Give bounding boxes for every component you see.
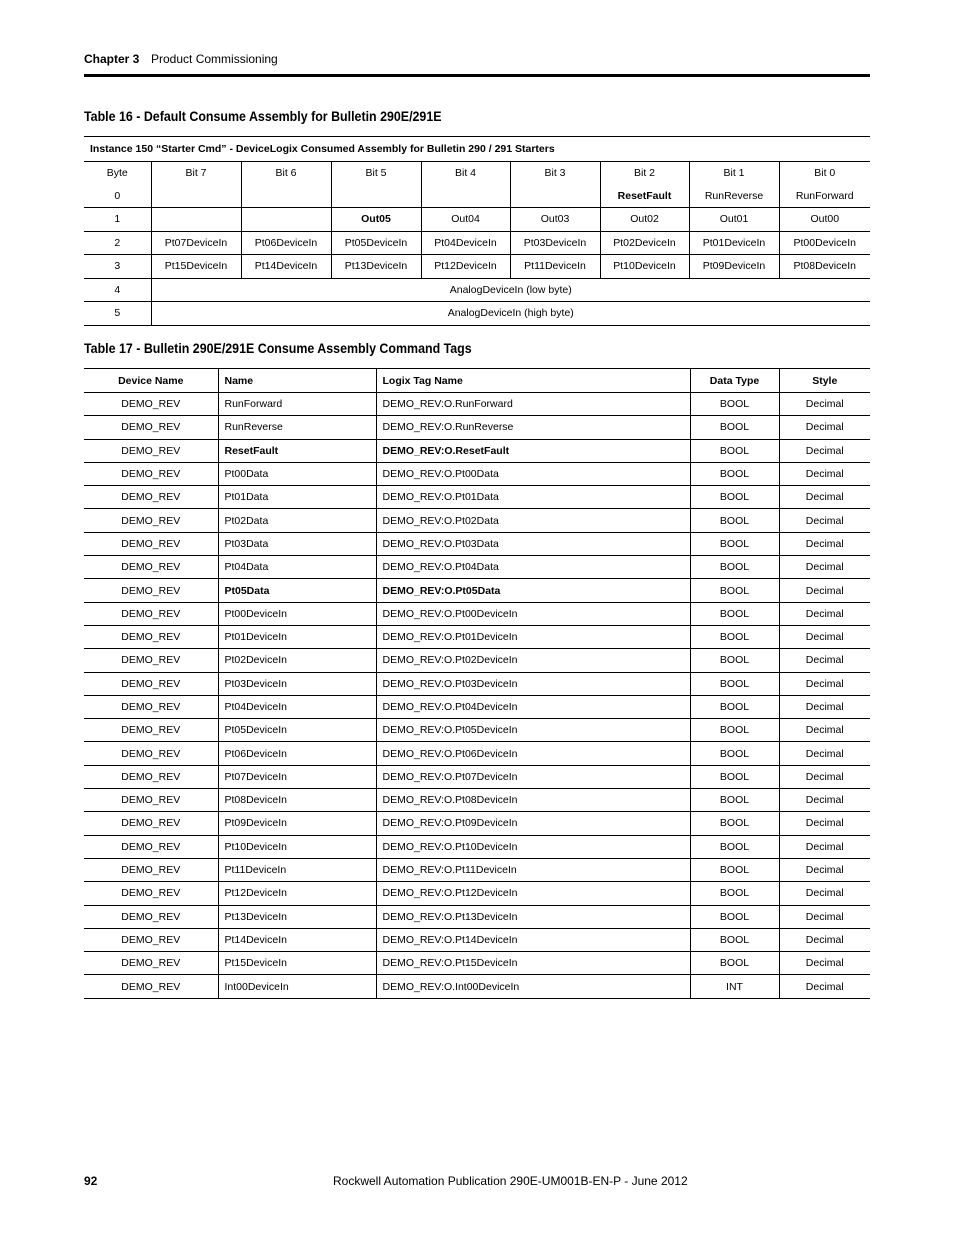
device-name-cell: DEMO_REV bbox=[84, 695, 218, 718]
table17 bbox=[84, 368, 870, 999]
device-name-cell: DEMO_REV bbox=[84, 719, 218, 742]
column-header: Bit 5 bbox=[331, 162, 421, 185]
device-name-cell: DEMO_REV bbox=[121, 980, 181, 993]
bit-cell: Pt00DeviceIn bbox=[779, 231, 870, 255]
name-cell: Pt11DeviceIn bbox=[218, 858, 376, 881]
column-header: Bit 1 bbox=[689, 162, 779, 185]
logix-tag-cell: DEMO_REV:O.Pt08DeviceIn bbox=[376, 789, 690, 812]
data-type-cell: BOOL bbox=[690, 742, 779, 765]
bit-cell: Pt12DeviceIn bbox=[421, 255, 510, 279]
table-row bbox=[84, 952, 870, 975]
table16-header-row bbox=[84, 162, 870, 185]
style-cell: Decimal bbox=[779, 789, 870, 812]
table-row bbox=[84, 532, 870, 555]
device-name-cell: DEMO_REV bbox=[84, 439, 218, 462]
device-name-cell: DEMO_REV bbox=[84, 789, 218, 812]
device-name-cell: DEMO_REV bbox=[84, 952, 218, 975]
style-cell: Decimal bbox=[779, 765, 870, 788]
table-row bbox=[84, 278, 870, 302]
device-name-cell: DEMO_REV bbox=[84, 556, 218, 579]
name-cell: Pt04DeviceIn bbox=[218, 695, 376, 718]
data-type-cell: BOOL bbox=[690, 509, 779, 532]
device-name-cell: DEMO_REV bbox=[84, 602, 218, 625]
style-cell: Decimal bbox=[779, 462, 870, 485]
column-header: Byte bbox=[106, 167, 128, 180]
style-cell: Decimal bbox=[779, 416, 870, 439]
bit-cell bbox=[421, 185, 510, 208]
logix-tag-cell: DEMO_REV:O.Pt12DeviceIn bbox=[376, 882, 690, 905]
table-row bbox=[84, 556, 870, 579]
byte-cell: 4 bbox=[84, 278, 151, 302]
data-type-cell: BOOL bbox=[690, 602, 779, 625]
byte-cell: 0 bbox=[84, 185, 151, 208]
table17-caption: Table 17 - Bulletin 290E/291E Consume Assembly Command Tags bbox=[84, 341, 472, 356]
device-name-cell: DEMO_REV bbox=[84, 532, 218, 555]
bit-cell: Pt04DeviceIn bbox=[421, 231, 510, 255]
bit-cell: Pt05DeviceIn bbox=[331, 231, 421, 255]
table-row bbox=[84, 231, 870, 255]
span-cell: AnalogDeviceIn (low byte) bbox=[151, 278, 870, 302]
table-row bbox=[84, 649, 870, 672]
device-name-cell: DEMO_REV bbox=[84, 486, 218, 509]
device-name-cell: DEMO_REV bbox=[84, 672, 218, 695]
data-type-cell: BOOL bbox=[690, 486, 779, 509]
device-name-cell: DEMO_REV bbox=[84, 462, 218, 485]
table-row bbox=[84, 439, 870, 462]
name-cell: Pt00DeviceIn bbox=[218, 602, 376, 625]
device-name-cell: DEMO_REV bbox=[84, 579, 218, 602]
name-cell: Pt05Data bbox=[218, 579, 376, 602]
data-type-cell: BOOL bbox=[690, 625, 779, 648]
span-cell: AnalogDeviceIn (high byte) bbox=[151, 302, 870, 326]
data-type-cell: BOOL bbox=[690, 439, 779, 462]
logix-tag-cell: DEMO_REV:O.Pt05DeviceIn bbox=[376, 719, 690, 742]
publication-info: Rockwell Automation Publication 290E-UM001B-EN-P - June 2012 bbox=[333, 1174, 688, 1188]
column-header: Bit 6 bbox=[241, 162, 331, 185]
logix-tag-cell: DEMO_REV:O.Pt11DeviceIn bbox=[376, 858, 690, 881]
name-cell: Pt07DeviceIn bbox=[218, 765, 376, 788]
bit-cell: Pt03DeviceIn bbox=[510, 231, 600, 255]
style-cell: Decimal bbox=[779, 975, 870, 998]
data-type-cell: BOOL bbox=[690, 672, 779, 695]
style-cell: Decimal bbox=[779, 625, 870, 648]
header-rule bbox=[84, 74, 870, 77]
data-type-cell: BOOL bbox=[690, 532, 779, 555]
logix-tag-cell: DEMO_REV:O.Pt13DeviceIn bbox=[376, 905, 690, 928]
name-cell: Pt14DeviceIn bbox=[218, 928, 376, 951]
table-row bbox=[84, 719, 870, 742]
bit-cell: Out04 bbox=[421, 208, 510, 232]
column-header: Logix Tag Name bbox=[376, 369, 690, 393]
device-name-cell: DEMO_REV bbox=[84, 649, 218, 672]
bit-cell: Out03 bbox=[510, 208, 600, 232]
style-cell: Decimal bbox=[779, 952, 870, 975]
style-cell: Decimal bbox=[779, 509, 870, 532]
name-cell: Pt02DeviceIn bbox=[218, 649, 376, 672]
logix-tag-cell: DEMO_REV:O.Pt01Data bbox=[376, 486, 690, 509]
column-header: Style bbox=[779, 369, 870, 393]
data-type-cell: BOOL bbox=[690, 416, 779, 439]
style-cell: Decimal bbox=[779, 439, 870, 462]
section-title: Product Commissioning bbox=[151, 52, 278, 66]
style-cell: Decimal bbox=[779, 905, 870, 928]
data-type-cell: BOOL bbox=[690, 393, 779, 416]
table-row bbox=[84, 255, 870, 279]
bit-cell: Pt02DeviceIn bbox=[600, 231, 689, 255]
data-type-cell: BOOL bbox=[690, 649, 779, 672]
table-row bbox=[84, 509, 870, 532]
bit-cell: Out01 bbox=[689, 208, 779, 232]
instance-title: Instance 150 “Starter Cmd” - DeviceLogix Consumed Assembly for Bulletin 290 / 291 Starters bbox=[84, 137, 870, 162]
style-cell: Decimal bbox=[779, 486, 870, 509]
table-row bbox=[84, 579, 870, 602]
style-cell: Decimal bbox=[779, 602, 870, 625]
table-row bbox=[84, 742, 870, 765]
data-type-cell: BOOL bbox=[690, 835, 779, 858]
device-name-cell: DEMO_REV bbox=[84, 812, 218, 835]
logix-tag-cell: DEMO_REV:O.Pt14DeviceIn bbox=[376, 928, 690, 951]
style-cell: Decimal bbox=[779, 928, 870, 951]
device-name-cell: DEMO_REV bbox=[84, 509, 218, 532]
table-row bbox=[84, 905, 870, 928]
logix-tag-cell: DEMO_REV:O.Pt01DeviceIn bbox=[376, 625, 690, 648]
name-cell: Pt09DeviceIn bbox=[218, 812, 376, 835]
style-cell: Decimal bbox=[779, 532, 870, 555]
logix-tag-cell: DEMO_REV:O.Pt02Data bbox=[376, 509, 690, 532]
device-name-cell: DEMO_REV bbox=[84, 835, 218, 858]
logix-tag-cell: DEMO_REV:O.RunReverse bbox=[376, 416, 690, 439]
table-row bbox=[84, 625, 870, 648]
data-type-cell: BOOL bbox=[690, 928, 779, 951]
table-row bbox=[84, 462, 870, 485]
data-type-cell: BOOL bbox=[690, 556, 779, 579]
logix-tag-cell: DEMO_REV:O.Pt10DeviceIn bbox=[376, 835, 690, 858]
device-name-cell: DEMO_REV bbox=[84, 882, 218, 905]
column-header: Bit 3 bbox=[510, 162, 600, 185]
name-cell: Pt04Data bbox=[218, 556, 376, 579]
bit-cell bbox=[241, 208, 331, 232]
bit-cell: Pt13DeviceIn bbox=[331, 255, 421, 279]
style-cell: Decimal bbox=[779, 742, 870, 765]
data-type-cell: BOOL bbox=[690, 882, 779, 905]
name-cell: Pt05DeviceIn bbox=[218, 719, 376, 742]
name-cell: Pt15DeviceIn bbox=[218, 952, 376, 975]
bit-cell: Out05 bbox=[331, 208, 421, 232]
data-type-cell: BOOL bbox=[690, 905, 779, 928]
bit-cell: Pt06DeviceIn bbox=[241, 231, 331, 255]
table16 bbox=[84, 136, 870, 326]
table-row bbox=[84, 416, 870, 439]
logix-tag-cell: DEMO_REV:O.Pt15DeviceIn bbox=[376, 952, 690, 975]
name-cell: Pt01DeviceIn bbox=[218, 625, 376, 648]
device-name-cell: DEMO_REV bbox=[84, 625, 218, 648]
column-header: Data Type bbox=[690, 369, 779, 393]
table-row bbox=[84, 208, 870, 232]
data-type-cell: BOOL bbox=[690, 952, 779, 975]
style-cell: Decimal bbox=[779, 719, 870, 742]
table-row bbox=[84, 486, 870, 509]
table-row bbox=[84, 858, 870, 881]
page-header bbox=[84, 52, 278, 66]
bit-cell bbox=[331, 185, 421, 208]
style-cell: Decimal bbox=[779, 672, 870, 695]
table17-header-row bbox=[84, 369, 870, 393]
bit-cell: Out00 bbox=[779, 208, 870, 232]
table-row bbox=[84, 789, 870, 812]
bit-cell: Pt01DeviceIn bbox=[689, 231, 779, 255]
style-cell: Decimal bbox=[779, 882, 870, 905]
device-name-cell: DEMO_REV bbox=[84, 928, 218, 951]
bit-cell: Pt11DeviceIn bbox=[510, 255, 600, 279]
logix-tag-cell: DEMO_REV:O.Pt04Data bbox=[376, 556, 690, 579]
column-header: Bit 7 bbox=[151, 162, 241, 185]
style-cell: Decimal bbox=[779, 695, 870, 718]
name-cell: ResetFault bbox=[218, 439, 376, 462]
logix-tag-cell: DEMO_REV:O.Pt03Data bbox=[376, 532, 690, 555]
table-row bbox=[84, 302, 870, 326]
table-row bbox=[84, 765, 870, 788]
bit-cell bbox=[151, 185, 241, 208]
logix-tag-cell: DEMO_REV:O.Pt00Data bbox=[376, 462, 690, 485]
bit-cell: ResetFault bbox=[600, 185, 689, 208]
table-row bbox=[84, 975, 870, 998]
logix-tag-cell: DEMO_REV:O.Pt02DeviceIn bbox=[376, 649, 690, 672]
data-type-cell: BOOL bbox=[690, 695, 779, 718]
name-cell: Pt13DeviceIn bbox=[218, 905, 376, 928]
column-header: Bit 0 bbox=[779, 162, 870, 185]
data-type-cell: BOOL bbox=[690, 462, 779, 485]
style-cell: Decimal bbox=[779, 393, 870, 416]
chapter-label: Chapter 3 bbox=[84, 52, 140, 66]
name-cell: Pt03Data bbox=[218, 532, 376, 555]
bit-cell: Pt07DeviceIn bbox=[151, 231, 241, 255]
logix-tag-cell: DEMO_REV:O.Pt06DeviceIn bbox=[376, 742, 690, 765]
name-cell: Pt10DeviceIn bbox=[218, 835, 376, 858]
logix-tag-cell: DEMO_REV:O.ResetFault bbox=[376, 439, 690, 462]
table-row bbox=[84, 812, 870, 835]
name-cell: Pt02Data bbox=[218, 509, 376, 532]
column-header: Bit 2 bbox=[600, 162, 689, 185]
bit-cell: RunReverse bbox=[689, 185, 779, 208]
bit-cell: Pt10DeviceIn bbox=[600, 255, 689, 279]
logix-tag-cell: DEMO_REV:O.Pt04DeviceIn bbox=[376, 695, 690, 718]
logix-tag-cell: DEMO_REV:O.Pt05Data bbox=[376, 579, 690, 602]
device-name-cell: DEMO_REV bbox=[84, 393, 218, 416]
table-row bbox=[84, 928, 870, 951]
table-row bbox=[84, 185, 870, 208]
name-cell: Pt01Data bbox=[218, 486, 376, 509]
style-cell: Decimal bbox=[779, 649, 870, 672]
page-number: 92 bbox=[84, 1174, 98, 1188]
bit-cell: Pt15DeviceIn bbox=[151, 255, 241, 279]
bit-cell: Pt09DeviceIn bbox=[689, 255, 779, 279]
style-cell: Decimal bbox=[779, 556, 870, 579]
bit-cell bbox=[241, 185, 331, 208]
style-cell: Decimal bbox=[779, 835, 870, 858]
device-name-cell: DEMO_REV bbox=[84, 858, 218, 881]
device-name-cell: DEMO_REV bbox=[84, 905, 218, 928]
byte-cell: 5 bbox=[114, 307, 121, 320]
style-cell: Decimal bbox=[779, 579, 870, 602]
logix-tag-cell: DEMO_REV:O.Pt07DeviceIn bbox=[376, 765, 690, 788]
data-type-cell: BOOL bbox=[690, 812, 779, 835]
table-row bbox=[84, 695, 870, 718]
bit-cell bbox=[151, 208, 241, 232]
column-header: Bit 4 bbox=[421, 162, 510, 185]
name-cell: Pt12DeviceIn bbox=[218, 882, 376, 905]
logix-tag-cell: DEMO_REV:O.RunForward bbox=[376, 393, 690, 416]
logix-tag-cell: DEMO_REV:O.Int00DeviceIn bbox=[376, 975, 690, 998]
bit-cell: Out02 bbox=[600, 208, 689, 232]
column-header: Device Name bbox=[84, 369, 218, 393]
name-cell: RunReverse bbox=[218, 416, 376, 439]
table-row bbox=[84, 393, 870, 416]
name-cell: RunForward bbox=[218, 393, 376, 416]
bit-cell: RunForward bbox=[779, 185, 870, 208]
byte-cell: 2 bbox=[84, 231, 151, 255]
name-cell: Pt06DeviceIn bbox=[218, 742, 376, 765]
byte-cell: 3 bbox=[84, 255, 151, 279]
table-row bbox=[84, 602, 870, 625]
column-header: Name bbox=[218, 369, 376, 393]
name-cell: Int00DeviceIn bbox=[218, 975, 376, 998]
bit-cell: Pt14DeviceIn bbox=[241, 255, 331, 279]
logix-tag-cell: DEMO_REV:O.Pt03DeviceIn bbox=[376, 672, 690, 695]
bit-cell bbox=[510, 185, 600, 208]
device-name-cell: DEMO_REV bbox=[84, 416, 218, 439]
table-row bbox=[84, 882, 870, 905]
data-type-cell: BOOL bbox=[690, 789, 779, 812]
table-row bbox=[84, 835, 870, 858]
data-type-cell: BOOL bbox=[690, 719, 779, 742]
data-type-cell: BOOL bbox=[690, 858, 779, 881]
data-type-cell: BOOL bbox=[690, 765, 779, 788]
style-cell: Decimal bbox=[779, 858, 870, 881]
data-type-cell: INT bbox=[690, 975, 779, 998]
style-cell: Decimal bbox=[779, 812, 870, 835]
logix-tag-cell: DEMO_REV:O.Pt09DeviceIn bbox=[376, 812, 690, 835]
logix-tag-cell: DEMO_REV:O.Pt00DeviceIn bbox=[376, 602, 690, 625]
device-name-cell: DEMO_REV bbox=[84, 742, 218, 765]
table16-caption: Table 16 - Default Consume Assembly for Bulletin 290E/291E bbox=[84, 109, 442, 124]
name-cell: Pt03DeviceIn bbox=[218, 672, 376, 695]
bit-cell: Pt08DeviceIn bbox=[779, 255, 870, 279]
data-type-cell: BOOL bbox=[690, 579, 779, 602]
device-name-cell: DEMO_REV bbox=[84, 765, 218, 788]
name-cell: Pt08DeviceIn bbox=[218, 789, 376, 812]
name-cell: Pt00Data bbox=[218, 462, 376, 485]
table-row bbox=[84, 672, 870, 695]
byte-cell: 1 bbox=[84, 208, 151, 232]
